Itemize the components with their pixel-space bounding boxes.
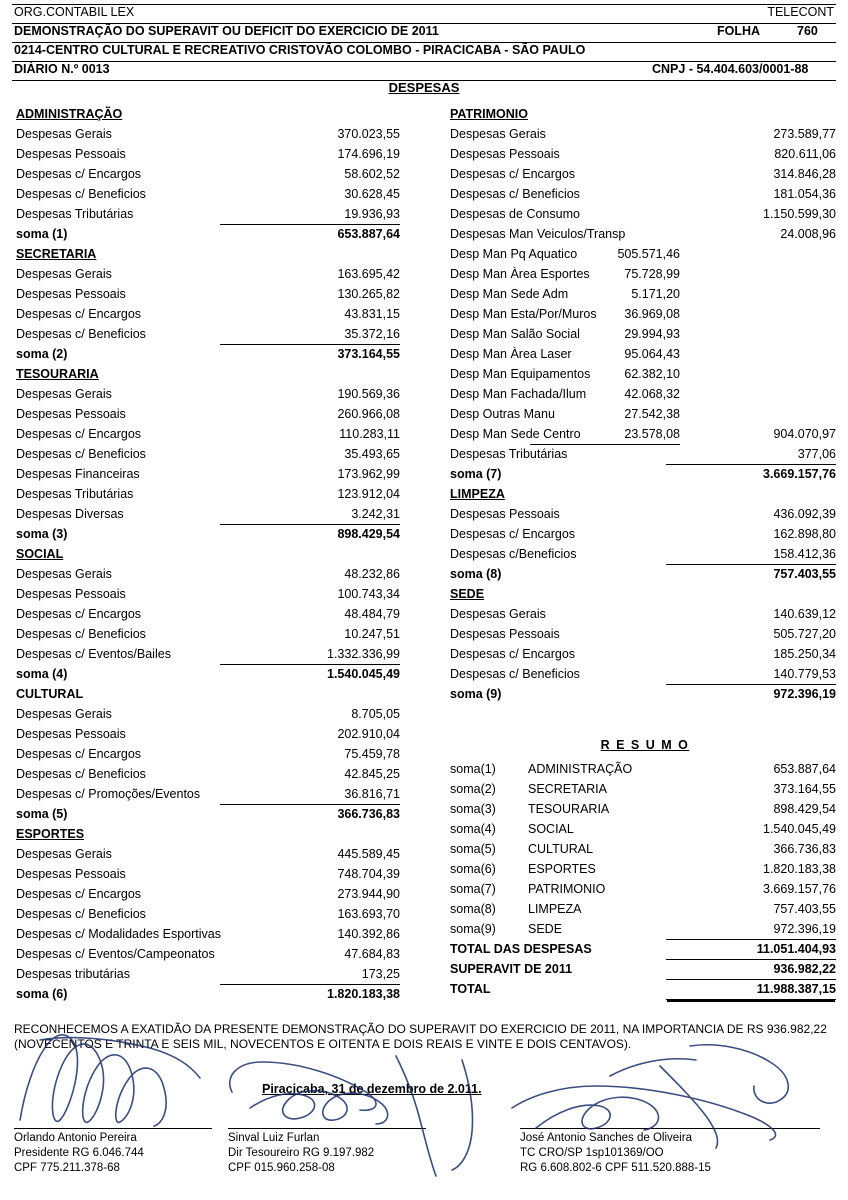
expense-value: 314.846,28 (773, 167, 836, 181)
expense-row (450, 545, 840, 565)
expense-total-value: 898.429,54 (337, 527, 400, 541)
expense-group (16, 365, 408, 545)
expense-label: Despesas c/ Encargos (16, 887, 142, 901)
expense-row (450, 625, 840, 645)
expense-group-total (16, 225, 408, 245)
expense-total-value: 1.540.045,49 (327, 667, 400, 681)
expense-label: Desp Man Equipamentos (450, 367, 591, 381)
expense-label: Desp Man Salão Social (450, 327, 580, 341)
expense-group-title: SOCIAL (16, 547, 64, 561)
expense-row (450, 365, 840, 385)
expense-value: 445.589,45 (337, 847, 400, 861)
expense-label: Despesas c/ Encargos (450, 647, 576, 661)
expense-row (16, 405, 408, 425)
expense-total-value: 1.820.183,38 (327, 987, 400, 1001)
expense-label: Desp Man Sede Centro (450, 427, 581, 441)
expense-value: 110.283,11 (339, 427, 400, 441)
expense-row (450, 605, 840, 625)
expense-label: Desp Man Pq Aquatico (450, 247, 578, 261)
expense-group-title: ESPORTES (16, 827, 85, 841)
summary-name: TOTAL DAS DESPESAS (450, 942, 592, 956)
expense-label: Despesas Pessoais (16, 287, 126, 301)
expense-value: 140.639,12 (773, 607, 836, 621)
expense-value: 75.459,78 (344, 747, 400, 761)
expense-value: 273.589,77 (773, 127, 836, 141)
expense-label: Desp Man Àrea Laser (450, 347, 572, 361)
system-name: TELECONT (767, 5, 834, 19)
expense-label: Despesas c/ Encargos (450, 167, 576, 181)
expense-row (450, 165, 840, 185)
summary-row (450, 880, 840, 900)
expense-row (16, 965, 408, 985)
expense-total-value: 366.736,83 (337, 807, 400, 821)
expense-value: 48.232,86 (344, 567, 400, 581)
statement-text: RECONHECEMOS A EXATIDÃO DA PRESENTE DEMONSTRAÇÃO DO SUPERAVIT DO EXERCICIO DE 2011, NA IMPORTANCIA DE RS 936.982,22 (NOVECENTOS E TRINTA E SEIS MIL, NOVECENTOS E OITENTA E DOIS REAIS E VINTE E DOIS CENTAVOS). (14, 1022, 827, 1051)
expense-value: 100.743,34 (337, 587, 400, 601)
expense-row (450, 305, 840, 325)
expense-row (16, 425, 408, 445)
place-date: Piracicaba, 31 de dezembro de 2.011. (262, 1082, 482, 1096)
expense-value: 173,25 (220, 965, 400, 985)
summary-name: ADMINISTRAÇÃO (528, 762, 633, 776)
expense-value: 260.966,08 (337, 407, 400, 421)
expense-value: 42.845,25 (344, 767, 400, 781)
summary-block (450, 738, 840, 1000)
signer-doc: CPF 775.211.378-68 (14, 1162, 120, 1174)
summary-key: soma(5) (450, 842, 496, 856)
expense-value: 163.695,42 (337, 267, 400, 281)
expense-label: Despesas Gerais (16, 707, 112, 721)
expense-row (16, 285, 408, 305)
expense-value: 130.265,82 (337, 287, 400, 301)
summary-value: 653.887,64 (773, 762, 836, 776)
expense-value: 123.912,04 (337, 487, 400, 501)
expense-row (16, 765, 408, 785)
expense-group (16, 245, 408, 365)
expense-total-label: soma (1) (16, 227, 68, 241)
expense-group (16, 545, 408, 685)
summary-value: 11.051.404,93 (666, 940, 836, 960)
expense-label: Desp Outras Manu (450, 407, 555, 421)
expense-group-title: SEDE (450, 587, 485, 601)
summary-value: 366.736,83 (773, 842, 836, 856)
expense-label: Desp Man Fachada/Ilum (450, 387, 587, 401)
expense-label: Despesas c/ Beneficios (16, 907, 146, 921)
expense-label: Despesas Pessoais (450, 147, 560, 161)
signature-line (228, 1128, 426, 1129)
expense-value: 185.250,34 (773, 647, 836, 661)
expense-total-value: 373.164,55 (337, 347, 400, 361)
summary-name: TOTAL (450, 982, 491, 996)
expense-row (16, 585, 408, 605)
expense-row (450, 345, 840, 365)
expense-total-label: soma (2) (16, 347, 68, 361)
expense-group-total (450, 565, 840, 585)
signer-name: Orlando Antonio Pereira (14, 1132, 137, 1144)
expense-group-total (16, 665, 408, 685)
expense-label: Despesas tributárias (16, 967, 130, 981)
signature-block-accountant (520, 1128, 820, 1176)
expense-value: 377,06 (666, 445, 836, 465)
expense-group-total (16, 985, 408, 1005)
expense-row (16, 945, 408, 965)
expense-subvalue: 23.578,08 (530, 425, 680, 445)
expense-row (16, 925, 408, 945)
expense-value: 273.944,90 (337, 887, 400, 901)
expense-label: Despesas c/ Beneficios (16, 187, 146, 201)
expense-total-label: soma (8) (450, 567, 502, 581)
expense-value: 370.023,55 (337, 127, 400, 141)
expense-value: 748.704,39 (337, 867, 400, 881)
expense-label: Despesas c/ Encargos (16, 747, 142, 761)
expense-row (16, 305, 408, 325)
expense-group (450, 485, 840, 585)
expense-label: Despesas c/ Encargos (450, 527, 576, 541)
expense-group (16, 685, 408, 825)
expense-label: Despesas c/ Eventos/Campeonatos (16, 947, 215, 961)
expense-row (450, 245, 840, 265)
expense-label: Despesas Pessoais (16, 867, 126, 881)
expenses-left-column (16, 105, 408, 1005)
summary-name: SECRETARIA (528, 782, 607, 796)
expense-row (16, 625, 408, 645)
expense-row (450, 285, 840, 305)
expense-group-title: ADMINISTRAÇÃO (16, 107, 123, 121)
summary-row (450, 820, 840, 840)
expense-group-title: PATRIMONIO (450, 107, 529, 121)
expense-label: Despesas Gerais (16, 567, 112, 581)
expense-row (16, 445, 408, 465)
summary-row (450, 900, 840, 920)
expense-value: 35.493,65 (344, 447, 400, 461)
expense-group-title: LIMPEZA (450, 487, 505, 501)
expense-label: Despesas Pessoais (16, 727, 126, 741)
expense-row (16, 885, 408, 905)
expense-value: 174.696,19 (337, 147, 400, 161)
expense-group (450, 585, 840, 705)
expense-group-total (450, 685, 840, 705)
summary-row (450, 800, 840, 820)
expense-label: Despesas Tributárias (450, 447, 568, 461)
expense-total-value: 653.887,64 (337, 227, 400, 241)
expense-label: Despesas c/Beneficios (450, 547, 577, 561)
expense-group-title: TESOURARIA (16, 367, 99, 381)
summary-value: 757.403,55 (773, 902, 836, 916)
expense-row (16, 645, 408, 665)
expense-row (16, 485, 408, 505)
signature-block-president (14, 1128, 212, 1176)
expense-row (16, 325, 408, 345)
expense-row (16, 605, 408, 625)
signer-role: Dir Tesoureiro RG 9.197.982 (228, 1147, 375, 1159)
document-header (12, 4, 836, 100)
expense-value: 820.611,06 (774, 147, 836, 161)
expense-label: Despesas c/ Encargos (16, 307, 142, 321)
expense-label: Despesas Diversas (16, 507, 124, 521)
expense-value: 48.484,79 (344, 607, 400, 621)
summary-key: soma(6) (450, 862, 496, 876)
folha-label: FOLHA (717, 24, 761, 38)
summary-row (450, 940, 840, 960)
summary-key: soma(3) (450, 802, 496, 816)
expense-row (450, 185, 840, 205)
expense-row (16, 865, 408, 885)
signer-role: TC CRO/SP 1sp101369/OO (520, 1147, 664, 1159)
expense-label: Despesas de Consumo (450, 207, 580, 221)
expense-row (16, 265, 408, 285)
expense-value: 181.054,36 (773, 187, 836, 201)
expense-value: 19.936,93 (220, 205, 400, 225)
signature-block-treasurer (228, 1128, 426, 1176)
expense-row (16, 465, 408, 485)
summary-row (450, 760, 840, 780)
cnpj: CNPJ - 54.404.603/0001-88 (652, 62, 809, 76)
expense-total-value: 972.396,19 (773, 687, 836, 701)
expense-subvalue: 505.571,46 (617, 247, 680, 261)
expense-row (450, 125, 840, 145)
expense-row (450, 385, 840, 405)
expense-group-title: SECRETARIA (16, 247, 97, 261)
expense-group (450, 105, 840, 485)
summary-title: R E S U M O (600, 738, 690, 752)
expense-label: Despesas c/ Beneficios (16, 327, 146, 341)
expense-row (16, 785, 408, 805)
expense-row (450, 205, 840, 225)
expense-label: Despesas c/ Eventos/Bailes (16, 647, 171, 661)
expense-value: 10.247,51 (344, 627, 400, 641)
expense-value: 1.332.336,99 (220, 645, 400, 665)
expense-label: Despesas c/ Encargos (16, 607, 142, 621)
report-title: DEMONSTRAÇÃO DO SUPERAVIT OU DEFICIT DO EXERCICIO DE 2011 (14, 24, 439, 38)
expense-row (450, 445, 840, 465)
expense-label: Despesas Tributárias (16, 207, 134, 221)
expense-label: Despesas Tributárias (16, 487, 134, 501)
expense-value: 47.684,83 (344, 947, 400, 961)
expense-row (16, 165, 408, 185)
expense-label: Despesas c/ Beneficios (450, 187, 580, 201)
expense-row (450, 645, 840, 665)
folha-number: 760 (797, 24, 818, 38)
summary-name: ESPORTES (528, 862, 596, 876)
summary-key: soma(9) (450, 922, 496, 936)
expense-row (450, 265, 840, 285)
expense-row (16, 145, 408, 165)
expense-label: Despesas Pessoais (16, 407, 126, 421)
summary-value: 898.429,54 (773, 802, 836, 816)
summary-row (450, 980, 840, 1000)
expense-value: 1.150.599,30 (763, 207, 836, 221)
expense-total-label: soma (5) (16, 807, 68, 821)
expense-value: 30.628,45 (344, 187, 400, 201)
signer-role: Presidente RG 6.046.744 (14, 1147, 144, 1159)
expense-label: Despesas Gerais (16, 847, 112, 861)
expense-label: Despesas c/ Beneficios (16, 447, 146, 461)
summary-row (450, 960, 840, 980)
expense-value: 202.910,04 (337, 727, 400, 741)
expense-label: Desp Man Esta/Por/Muros (450, 307, 597, 321)
expense-row (16, 505, 408, 525)
summary-name: LIMPEZA (528, 902, 582, 916)
expense-value: 43.831,15 (344, 307, 400, 321)
summary-row (450, 840, 840, 860)
expense-label: Despesas c/ Beneficios (16, 767, 146, 781)
expense-label: Despesas c/ Encargos (16, 167, 142, 181)
expense-subvalue: 29.994,93 (624, 327, 680, 341)
summary-key: soma(8) (450, 902, 496, 916)
expense-row (16, 905, 408, 925)
expense-group (16, 105, 408, 245)
expense-row (450, 225, 840, 245)
summary-name: PATRIMONIO (528, 882, 606, 896)
signer-name: Sinval Luiz Furlan (228, 1132, 320, 1144)
expense-group-total (16, 805, 408, 825)
signature-line (520, 1128, 820, 1129)
expense-subvalue: 42.068,32 (624, 387, 680, 401)
expense-group-total (450, 465, 840, 485)
summary-value: 972.396,19 (666, 920, 836, 940)
expense-total-value: 757.403,55 (773, 567, 836, 581)
expense-value: 163.693,70 (337, 907, 400, 921)
expense-value: 140.392,86 (337, 927, 400, 941)
signer-doc: RG 6.608.802-6 CPF 511.520.888-15 (520, 1162, 711, 1174)
summary-name: SEDE (528, 922, 563, 936)
expense-total-label: soma (6) (16, 987, 68, 1001)
expense-value: 162.898,80 (773, 527, 836, 541)
expense-group-total (16, 525, 408, 545)
expense-subvalue: 62.382,10 (624, 367, 680, 381)
expense-label: Despesas Gerais (450, 607, 546, 621)
expense-value: 904.070,97 (773, 427, 836, 441)
expense-label: Despesas Pessoais (16, 587, 126, 601)
expense-label: Despesas Pessoais (16, 147, 126, 161)
expense-row (16, 385, 408, 405)
expense-total-label: soma (7) (450, 467, 502, 481)
expense-label: Despesas c/ Promoções/Eventos (16, 787, 201, 801)
expense-row (16, 125, 408, 145)
expense-group-total (16, 345, 408, 365)
summary-value: 3.669.157,76 (763, 882, 836, 896)
expense-total-label: soma (9) (450, 687, 502, 701)
expenses-right-column (450, 105, 840, 705)
expense-label: Desp Man Àrea Esportes (450, 267, 590, 281)
summary-row (450, 780, 840, 800)
expense-label: Despesas Man Veiculos/Transp (450, 227, 626, 241)
expense-subvalue: 75.728,99 (624, 267, 680, 281)
summary-name: SUPERAVIT DE 2011 (450, 962, 573, 976)
expense-label: Despesas c/ Encargos (16, 427, 142, 441)
expense-row (16, 725, 408, 745)
expense-row (16, 745, 408, 765)
expense-value: 3.242,31 (220, 505, 400, 525)
expense-value: 58.602,52 (344, 167, 400, 181)
summary-name: CULTURAL (528, 842, 594, 856)
expense-row (450, 525, 840, 545)
expense-value: 436.092,39 (773, 507, 836, 521)
summary-row (450, 920, 840, 940)
expense-subvalue: 95.064,43 (624, 347, 680, 361)
expense-row (16, 565, 408, 585)
expense-value: 158.412,36 (666, 545, 836, 565)
expense-total-label: soma (3) (16, 527, 68, 541)
expense-group-title: CULTURAL (16, 687, 84, 701)
summary-name: TESOURARIA (528, 802, 610, 816)
summary-value: 373.164,55 (773, 782, 836, 796)
signer-doc: CPF 015.960.258-08 (228, 1162, 335, 1174)
expense-value: 36.816,71 (220, 785, 400, 805)
expense-subvalue: 5.171,20 (631, 287, 680, 301)
expense-label: Despesas Pessoais (450, 627, 560, 641)
summary-value: 1.820.183,38 (763, 862, 836, 876)
expense-row (450, 425, 840, 445)
expense-row (450, 505, 840, 525)
expense-value: 35.372,16 (220, 325, 400, 345)
diario-number: DIÁRIO N.º 0013 (14, 62, 110, 76)
section-title: DESPESAS (388, 80, 460, 95)
expense-total-label: soma (4) (16, 667, 68, 681)
summary-key: soma(2) (450, 782, 496, 796)
expense-value: 24.008,96 (780, 227, 836, 241)
summary-key: soma(1) (450, 762, 496, 776)
expense-row (450, 145, 840, 165)
expense-row (450, 665, 840, 685)
summary-key: soma(4) (450, 822, 496, 836)
expense-value: 190.569,36 (337, 387, 400, 401)
expense-label: Despesas c/ Beneficios (450, 667, 580, 681)
summary-row (450, 860, 840, 880)
expense-row (16, 205, 408, 225)
summary-key: soma(7) (450, 882, 496, 896)
expense-value: 173.962,99 (337, 467, 400, 481)
expense-subvalue: 36.969,08 (624, 307, 680, 321)
expense-total-value: 3.669.157,76 (763, 467, 836, 481)
expense-label: Despesas Financeiras (16, 467, 140, 481)
expense-row (450, 405, 840, 425)
expense-value: 505.727,20 (773, 627, 836, 641)
expense-label: Despesas c/ Modalidades Esportivas (16, 927, 221, 941)
expense-label: Despesas Gerais (16, 387, 112, 401)
signature-line (14, 1128, 212, 1129)
summary-name: SOCIAL (528, 822, 574, 836)
summary-value: 936.982,22 (666, 960, 836, 980)
signer-name: José Antonio Sanches de Oliveira (520, 1132, 692, 1144)
summary-value: 11.988.387,15 (666, 980, 836, 1000)
expense-group (16, 825, 408, 1005)
expense-value: 140.779,53 (666, 665, 836, 685)
org-name: ORG.CONTABIL LEX (14, 5, 135, 19)
expense-label: Despesas Gerais (450, 127, 546, 141)
expense-row (450, 325, 840, 345)
expense-label: Despesas c/ Beneficios (16, 627, 146, 641)
expense-label: Despesas Gerais (16, 267, 112, 281)
expense-label: Despesas Pessoais (450, 507, 560, 521)
expense-value: 8.705,05 (351, 707, 400, 721)
expense-label: Desp Man Sede Adm (450, 287, 569, 301)
expense-row (16, 185, 408, 205)
expense-subvalue: 27.542,38 (624, 407, 680, 421)
entity-name: 0214-CENTRO CULTURAL E RECREATIVO CRISTOVÃO COLOMBO - PIRACICABA - SÃO PAULO (14, 43, 586, 57)
expense-row (16, 705, 408, 725)
summary-value: 1.540.045,49 (763, 822, 836, 836)
expense-label: Despesas Gerais (16, 127, 112, 141)
expense-row (16, 845, 408, 865)
